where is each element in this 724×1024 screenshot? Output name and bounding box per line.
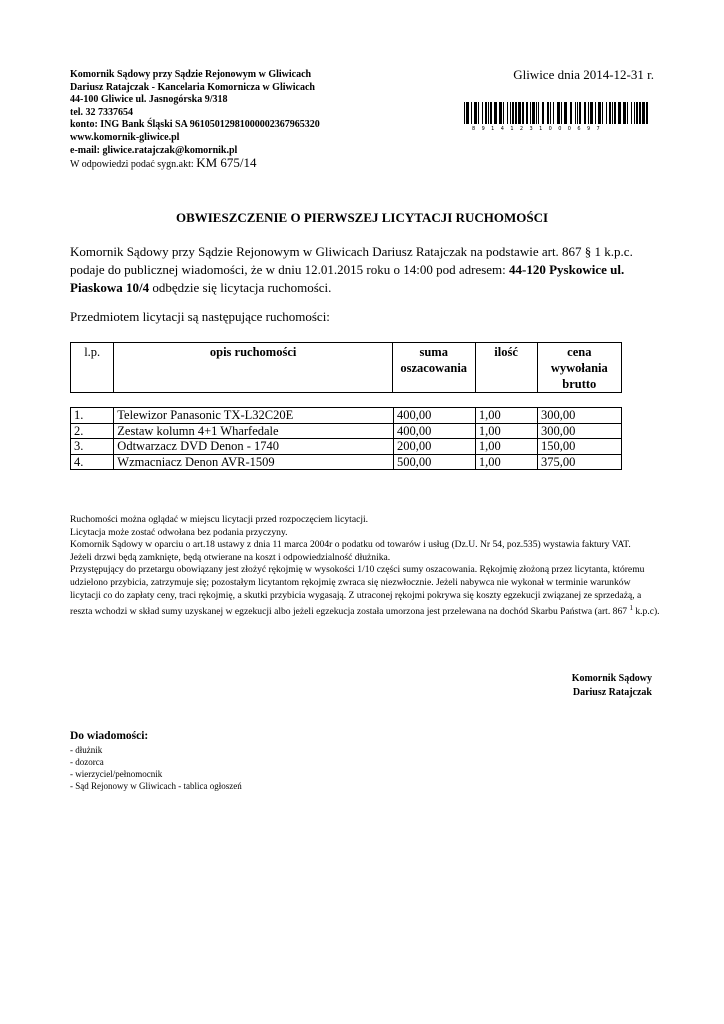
note-deposit-sup: 1	[629, 604, 633, 613]
header-line: 44-100 Gliwice ul. Jasnogórska 9/318	[70, 94, 228, 106]
barcode-bar	[466, 102, 469, 124]
barcode-bar	[557, 102, 560, 124]
barcode-bar	[532, 102, 535, 124]
barcode-bar	[612, 102, 613, 124]
barcode-bar	[494, 102, 497, 124]
distribution-title: Do wiadomości:	[70, 730, 149, 742]
note-deposit-text: Przystępujący do przetargu obowiązany jest złożyć rękojmię w wysokości 1/10 części sumy oszacowania. Rękojmię złożoną przez licytanta, któremu udzielono przybicia, zatrzymuje się; pozostałym licytantom rękojmię zwraca się niezwłocznie. Jeżeli nabywca nie wykonał w terminie warunków licytacji co do zapłaty ceny, traci rękojmię, a skutki przybicia wygasają. Z utraconej rękojmi pokrywa się koszty egzekucji związanej ze sprzedażą, a reszta wchodzi w skład sumy uzyskanej w egzekucji albo jeżeli egzekucja została umorzona jest przelewana na dochód Skarbu Państwa (art. 867	[70, 564, 645, 618]
barcode-bar	[570, 102, 572, 124]
col-header-price: cena wywołania brutto	[537, 343, 621, 393]
note-deposit	[70, 564, 660, 619]
header-line: konto: ING Bank Śląski SA 96105012981000002367965320	[70, 119, 320, 131]
document-date: Gliwice dnia 2014-12-31 r.	[513, 67, 654, 82]
barcode-bar	[499, 102, 502, 124]
barcode-bar	[482, 102, 483, 124]
barcode-bar	[614, 102, 616, 124]
barcode-bar	[602, 102, 603, 124]
barcode-bar	[553, 102, 554, 124]
col-header-valuation: suma oszacowania	[392, 343, 475, 393]
auction-address: 44-120 Pyskowice ul. Piaskowa 10/4	[70, 262, 625, 295]
barcode-bars	[462, 102, 654, 124]
barcode-bar	[642, 102, 645, 124]
cell-quantity: 1,00	[475, 454, 537, 470]
cell-quantity: 1,00	[475, 439, 537, 455]
barcode-bar	[485, 102, 487, 124]
cell-quantity: 1,00	[475, 408, 537, 424]
barcode-bar	[478, 102, 479, 124]
barcode-bar	[512, 102, 514, 124]
barcode-bar	[577, 102, 578, 124]
table-row	[71, 408, 622, 424]
items-table	[70, 407, 622, 470]
barcode-bar	[575, 102, 576, 124]
header-line: e-mail: gliwice.ratajczak@komornik.pl	[70, 144, 238, 156]
distribution-item: - Sąd Rejonowy w Gliwicach - tablica ogłoszeń	[70, 781, 242, 791]
items-table-header	[70, 342, 622, 393]
cell-valuation: 400,00	[393, 408, 475, 424]
distribution-item: - dłużnik	[70, 745, 103, 755]
barcode-bar	[631, 102, 632, 124]
note-line: Jeżeli drzwi będą zamknięte, będą otwierane na koszt i odpowiedzialność dłużnika.	[70, 551, 391, 563]
cell-price: 150,00	[538, 439, 622, 455]
header-line: Dariusz Ratajczak - Kancelaria Komornicza w Gliwicach	[70, 81, 315, 93]
signature-title: Komornik Sądowy	[571, 673, 652, 684]
barcode-bar	[623, 102, 626, 124]
barcode-bar	[530, 102, 531, 124]
barcode-bar	[510, 102, 511, 124]
note-line: Komornik Sądowy w oparciu o art.18 ustawy z dnia 11 marca 2004r o podatku od towarów i usług (Dz.U. Nr 54, poz.535) wystawia faktury VAT.	[70, 539, 631, 551]
auction-notes	[70, 514, 660, 619]
col-header-description: opis ruchomości	[114, 343, 393, 393]
header-line: tel. 32 7337654	[70, 106, 134, 118]
barcode-bar	[636, 102, 638, 124]
items-intro: Przedmiotem licytacji są następujące ruchomości:	[70, 309, 330, 324]
distribution-list	[70, 744, 242, 792]
barcode-bar	[627, 102, 628, 124]
paragraph-text-end: odbędzie się licytacja ruchomości.	[149, 280, 332, 295]
barcode-bar	[507, 102, 508, 124]
signature-block	[470, 672, 652, 699]
sender-header	[70, 69, 430, 172]
distribution-item: - wierzyciel/pełnomocnik	[70, 769, 163, 779]
announcement-paragraph	[70, 243, 656, 297]
barcode-bar	[526, 102, 528, 124]
case-reference-value: KM 675/14	[196, 155, 257, 171]
cell-price: 300,00	[538, 408, 622, 424]
note-deposit-tail: k.p.c).	[632, 606, 660, 618]
cell-valuation: 500,00	[393, 454, 475, 470]
barcode-bar	[606, 102, 607, 124]
cell-quantity: 1,00	[475, 423, 537, 439]
barcode-bar	[561, 102, 562, 124]
barcode-bar	[598, 102, 601, 124]
cell-description: Odtwarzacz DVD Denon - 1740	[114, 439, 394, 455]
cell-lp: 1.	[71, 408, 114, 424]
barcode-bar	[564, 102, 567, 124]
distribution-item: - dozorca	[70, 757, 104, 767]
barcode-bar	[488, 102, 489, 124]
barcode-bar	[542, 102, 544, 124]
barcode-bar	[609, 102, 611, 124]
barcode-bar	[503, 102, 504, 124]
barcode-digits: 89141231000697	[472, 126, 607, 132]
cell-valuation: 200,00	[393, 439, 475, 455]
header-line: Komornik Sądowy przy Sądzie Rejonowym w Gliwicach	[70, 69, 312, 80]
barcode-bar	[522, 102, 524, 124]
cell-description: Zestaw kolumn 4+1 Wharfedale	[114, 423, 394, 439]
barcode-bar	[595, 102, 596, 124]
barcode-bar	[518, 102, 521, 124]
cell-valuation: 400,00	[393, 423, 475, 439]
table-row	[71, 454, 622, 470]
table-row	[71, 423, 622, 439]
cell-description: Telewizor Panasonic TX-L32C20E	[114, 408, 394, 424]
signature-name: Dariusz Ratajczak	[572, 686, 652, 698]
case-reference-label: W odpowiedzi podać sygn.akt:	[70, 159, 194, 171]
paragraph-text: Komornik Sądowy przy Sądzie Rejonowym w Gliwicach Dariusz Ratajczak na podstawie art. 867 § 1 k.p.c. podaje do publicznej wiadomości, że w dniu 12.01.2015 roku o 14:00 pod adresem:	[70, 244, 633, 277]
barcode-bar	[634, 102, 635, 124]
barcode-bar	[536, 102, 537, 124]
barcode-bar	[590, 102, 593, 124]
document-title: OBWIESZCZENIE O PIERWSZEJ LICYTACJI RUCHOMOŚCI	[175, 210, 549, 225]
barcode-bar	[618, 102, 621, 124]
col-header-quantity: ilość	[475, 343, 537, 393]
barcode-bar	[588, 102, 589, 124]
barcode-bar	[471, 102, 472, 124]
cell-price: 300,00	[538, 423, 622, 439]
barcode-bar	[538, 102, 539, 124]
table-row	[71, 439, 622, 455]
barcode-bar	[490, 102, 492, 124]
barcode-bar	[464, 102, 465, 124]
cell-price: 375,00	[538, 454, 622, 470]
col-header-lp: l.p.	[71, 343, 114, 393]
case-reference	[70, 157, 430, 172]
note-line: Ruchomości można oglądać w miejscu licytacji przed rozpoczęciem licytacji.	[70, 514, 369, 525]
cell-lp: 2.	[71, 423, 114, 439]
barcode-bar	[646, 102, 648, 124]
barcode	[462, 102, 654, 132]
barcode-bar	[547, 102, 549, 124]
cell-description: Wzmacniacz Denon AVR-1509	[114, 454, 394, 470]
barcode-bar	[584, 102, 586, 124]
barcode-bar	[515, 102, 517, 124]
cell-lp: 3.	[71, 439, 114, 455]
header-line: www.komornik-gliwice.pl	[70, 131, 180, 143]
barcode-bar	[474, 102, 477, 124]
note-line: Licytacja może zostać odwołana bez podania przyczyny.	[70, 526, 288, 538]
barcode-bar	[639, 102, 641, 124]
barcode-bar	[579, 102, 581, 124]
barcode-bar	[550, 102, 551, 124]
cell-lp: 4.	[71, 454, 114, 470]
